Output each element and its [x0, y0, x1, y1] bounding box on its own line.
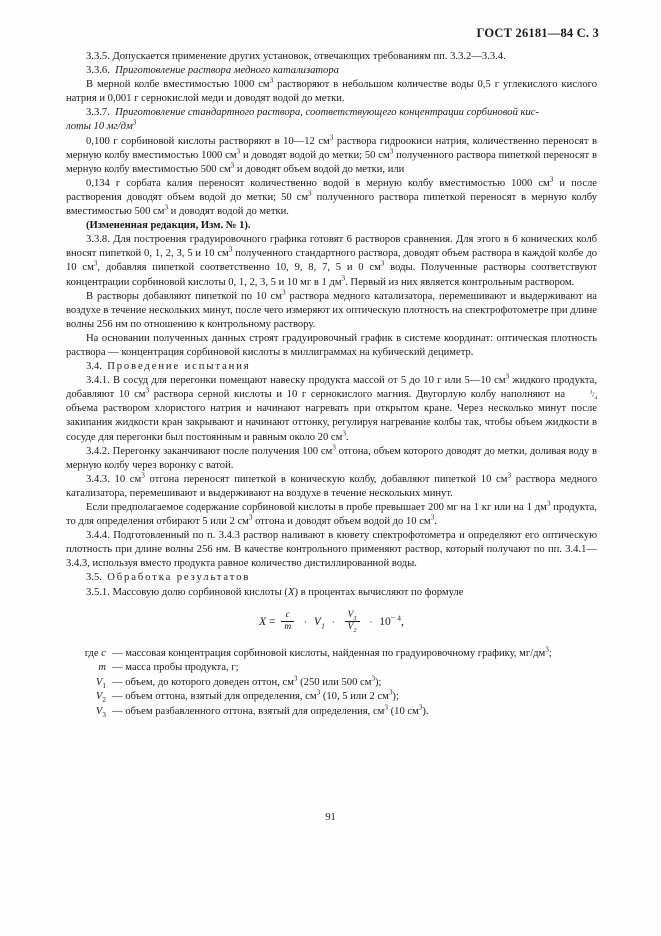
formula-v3	[345, 610, 360, 621]
definitions-list	[66, 647, 597, 720]
formula-v3-sub: 3	[353, 614, 357, 622]
clause-3-4-1	[66, 374, 597, 444]
clause-3-3-7-para-2	[66, 177, 597, 219]
s338-b: полученного стандартного раствора, доводят объем раствора в каждой колбе до 10 см	[66, 248, 597, 274]
sup-cm3: 3	[380, 259, 385, 268]
s338-e: . Первый из них является контрольным раствором.	[345, 276, 575, 288]
formula-base-10: 10	[379, 615, 391, 628]
s343-p2-b: продукта, то для определения отбирают 5 или 2 см	[66, 502, 597, 528]
sup-cm3: 3	[230, 161, 235, 170]
definition-v2-sub: 2	[102, 696, 106, 705]
s343-a: 3.4.3. 10 см	[86, 473, 142, 485]
formula-fraction-c-over-m	[281, 610, 294, 633]
sup-cm3: 3	[549, 175, 554, 184]
sup-cm3: 3	[93, 259, 98, 268]
clause-3-3-7-title-b: лоты 10 мг/дм	[66, 121, 133, 133]
sup-dm3: 3	[546, 499, 551, 508]
formula-v1-sub: 1	[320, 621, 325, 631]
amendment-note-text: (Измененная редакция, Изм. № 1).	[86, 220, 251, 232]
clause-3-3-6-body-a: В мерной колбе вместимостью 1000 см	[86, 79, 270, 91]
clause-3-3-5	[66, 50, 597, 64]
clause-3-3-8-para-3	[66, 332, 597, 360]
s343-p2-c: отгона и доводят объем водой до 10 см	[252, 516, 431, 528]
s351-var: X	[287, 586, 295, 598]
s351-b: ) в процентах вычисляют по формуле	[294, 586, 464, 598]
sup-cm3: 3	[228, 245, 233, 254]
formula-v3-letter: V	[347, 609, 354, 620]
s342-b: отгона, объем которого доводят до метки, доливая воду в мерную колбу через воронку с ватой.	[66, 445, 598, 471]
definition-v1-text-c: );	[375, 676, 382, 688]
s343-p2-a: Если предполагаемое содержание сорбиновой кислоты в пробе превышает 200 мг на 1 кг или на 1 дм	[86, 502, 547, 513]
clause-3-5-1	[66, 586, 597, 600]
p1-b: раствора гидроокиси натрия, количественно переносят в мерную колбу вместимостью 1000 см	[66, 135, 597, 161]
definition-m	[66, 661, 597, 676]
clause-3-4-3-para-2	[66, 501, 597, 529]
definition-v1-letter: V	[95, 676, 103, 688]
definition-v1-dash: —	[112, 676, 123, 688]
sup-cm3: 3	[388, 688, 393, 697]
clause-3-4-2	[66, 445, 597, 473]
formula-v2-letter: V	[347, 621, 354, 632]
p1-c: и доводят водой до метки; 50 см	[240, 149, 390, 161]
s338-p2-a: В растворы добавляют пипеткой по 10 см	[86, 290, 282, 302]
formula-equals: =	[269, 615, 276, 628]
definition-c-dash: —	[112, 647, 123, 659]
sup-dm3: 3	[132, 118, 137, 127]
sup-cm3: 3	[293, 674, 298, 683]
definition-v3-text: объем разбавленного оттона, взятый для определения, см	[125, 706, 385, 718]
fraction-three-quarters: $^3/_4$	[589, 389, 597, 402]
formula-dot-3: ·	[369, 616, 373, 627]
clause-3-3-8-para-2	[66, 290, 597, 332]
definition-c	[66, 647, 597, 662]
clause-3-3-7-title-a: Приготовление стандартного раствора, соответствующего концентрации сорбиновой кис-	[115, 107, 540, 119]
clause-3-3-5-text: 3.3.5. Допускается применение других установок, отвечающих требованиям пп. 3.3.2—3.3.4.	[86, 51, 506, 62]
fraction-numerator: 3	[589, 389, 593, 396]
definition-v2-dash: —	[112, 691, 123, 703]
clause-3-3-8	[66, 233, 597, 289]
definition-v2-text-c: );	[392, 691, 399, 703]
definitions-intro: где	[84, 647, 99, 659]
definition-v2-text: объем оттона, взятый для определения, см	[125, 691, 317, 703]
clause-3-3-6-body	[66, 78, 597, 106]
clause-3-4-3	[66, 473, 597, 501]
definition-v3-dash: —	[112, 706, 123, 718]
formula-fraction-v3-over-v2	[345, 610, 360, 633]
s341-c: раствора серной кислоты и 10 г сернокислого магния. Двугорлую колбу наполняют на	[149, 389, 570, 401]
formula-exponent: − 4	[390, 612, 402, 622]
p2-c: полученного раствора пипеткой переносят в мерную колбу вместимостью 500 см	[66, 191, 597, 218]
definition-m-dash: —	[112, 662, 123, 674]
p2-b: и после растворения доводят объем водой до метки; 50 см	[66, 177, 598, 203]
clause-3-3-6-title: Приготовление раствора медного катализатора	[115, 65, 339, 77]
sup-cm3: 3	[342, 429, 346, 437]
sup-cm3: 3	[308, 189, 312, 198]
p1-e: и доводят объем водой до метки, или	[234, 163, 405, 175]
page-number: 91	[325, 812, 336, 823]
s338-p2-b: раствора медного катализатора, перемешивают и выдерживают на воздухе в течение нескольких минут, после чего измеряют их оптическую плотность на спектрофотометре при длине волны 256 нм по отношению к контрольному раствору.	[66, 290, 597, 330]
formula-dot-1: ·	[304, 616, 308, 627]
definition-v2-letter: V	[95, 691, 103, 703]
definition-v3	[66, 705, 597, 720]
clause-3-3-6-heading	[66, 64, 597, 78]
sup-cm3: 3	[418, 703, 423, 712]
definition-v2-text-b: (10, 5 или 2 см	[320, 691, 389, 703]
s341-e: .	[345, 431, 349, 443]
sup-cm3: 3	[316, 688, 321, 697]
sup-cm3: 3	[145, 386, 150, 395]
definition-v3-text-b: (10 см	[387, 706, 419, 718]
sup-cm3: 3	[329, 133, 334, 142]
definition-v3-sub: 3	[102, 711, 106, 720]
fraction-denominator: 4	[594, 395, 597, 402]
clause-3-3-7-heading	[66, 106, 597, 120]
definition-m-text: масса пробы продукта, г;	[125, 662, 239, 674]
formula-lhs: X	[259, 615, 267, 628]
s341-a: 3.4.1. В сосуд для перегонки помещают навеску продукта массой от 5 до 10 г или 5—10 см	[86, 375, 506, 387]
formula-v2-sub: 2	[353, 626, 357, 634]
sup-cm3: 3	[507, 471, 512, 480]
definition-c-text: массовая концентрация сорбиновой кислоты, найденная по градуировочному графику, мг/дм	[125, 647, 546, 659]
amendment-note	[66, 219, 597, 233]
sup-cm3: 3	[371, 674, 376, 683]
s342-a: 3.4.2. Перегонку заканчивают после получения 100 см	[86, 445, 333, 457]
definition-v3-letter: V	[95, 706, 103, 718]
clause-3-4-4	[66, 529, 597, 571]
definition-c-symbol	[66, 647, 106, 662]
s341-b: жидкого продукта, добавляют 10 см	[66, 375, 597, 401]
clause-3-4-title: Проведение испытания	[107, 361, 251, 373]
clause-3-3-7-number: 3.3.7.	[86, 107, 110, 119]
p1-a: 0,100 г сорбиновой кислоты растворяют в 10—12 см	[86, 135, 330, 147]
sup-cm3: 3	[248, 513, 253, 522]
sup-cm3: 3	[164, 203, 169, 212]
sup-dm3: 3	[545, 645, 549, 654]
formula-v2	[345, 621, 360, 633]
sup-cm3: 3	[430, 513, 435, 522]
clause-3-4-number: 3.4.	[86, 361, 102, 373]
definition-v2	[66, 690, 597, 705]
p2-a: 0,134 г сорбата калия переносят количественно водой в мерную колбу вместимостью 1000 см	[86, 177, 550, 189]
definition-v3-symbol	[66, 705, 106, 720]
definition-c-text-end: ;	[548, 647, 552, 659]
formula-v1	[313, 615, 325, 631]
clause-3-3-6-body-b: растворяют в небольшом количестве воды 0,5 г углекислого кислого натрия и 0,001 г сернокислой меди и доводят водой до метки.	[66, 79, 597, 105]
definition-m-symbol: m	[98, 662, 106, 674]
formula-c: c	[285, 609, 290, 620]
s343-p2-d: .	[434, 516, 437, 528]
sup-cm3: 3	[236, 147, 241, 156]
sup-cm3: 3	[384, 703, 388, 712]
clause-3-3-6-number: 3.3.6.	[86, 65, 110, 77]
s338-a: 3.3.8. Для построения градуировочного графика готовят 6 растворов сравнения. Для этого в 6 конических колб вносят пипеткой 0, 1, 2, 3, 5 и 10 см	[66, 234, 597, 260]
sup-cm3: 3	[269, 76, 274, 85]
definition-v1	[66, 676, 597, 691]
s343-b: отгона переносят пипеткой в коническую колбу, добавляют пипеткой 10 см	[144, 473, 508, 485]
definition-v2-symbol	[66, 690, 106, 705]
definition-c-letter: c	[101, 647, 106, 659]
clause-3-5-title: Обработка результатов	[107, 572, 251, 584]
s344-text: 3.4.4. Подготовленный по п. 3.4.3 раствор наливают в кювету спектрофотометра и определяют его оптическую плотность при длине волны 256 нм. В качестве контрольного применяют раствор, который получают по пп. 3.4.1—3.4.3, используя вместо продукта равное количество дистиллированной воды.	[66, 530, 597, 570]
definition-v1-text-b: (250 или 500 см	[297, 676, 372, 688]
s338-d: воды. Полученные растворы соответствуют концентрации сорбиновой кислоты 0, 1, 2, 3, 5 и 10 мг в 1 дм	[66, 262, 597, 288]
formula-comma: ,	[401, 615, 404, 628]
s341-d: объема раствором хлористого натрия и начинают нагревать при открытом кране. Через несколько минут после закипания жидкости кран закрывают и начинают оттонку, регулируя нагревание колбы так, чтобы объем жидкости в сосуде для перегонки был постоянным и равным около 20 см	[66, 403, 597, 443]
formula-m: m	[281, 621, 294, 633]
clause-3-4-heading	[66, 360, 597, 374]
sup-dm3: 3	[341, 273, 346, 282]
sup-cm3: 3	[332, 443, 336, 452]
clause-3-3-7-para-1	[66, 135, 597, 177]
formula-mass-fraction	[66, 611, 597, 634]
page-header-standard-number: ГОСТ 26181—84 С. 3	[476, 26, 599, 40]
s338-c: , добавляя пипеткой соответственно 10, 9, 8, 7, 5 и 0 см	[97, 262, 381, 274]
sup-cm3: 3	[281, 288, 286, 297]
definition-v1-symbol	[66, 676, 106, 691]
sup-cm3: 3	[505, 372, 510, 381]
s343-c: раствора медного катализатора, перемешивают и выдерживают на воздухе в течение нескольких минут.	[66, 473, 597, 499]
sup-cm3: 3	[389, 147, 394, 156]
clause-3-5-number: 3.5.	[86, 572, 102, 584]
sup-cm3: 3	[141, 471, 145, 480]
formula-dot-2: ·	[331, 616, 335, 627]
document-body	[66, 50, 597, 720]
s338-p3: На основании полученных данных строят градуировочный график в системе координат: оптическая плотность раствора — концентрация сорбиновой кислоты в миллиграммах на кубический дециметр.	[66, 332, 597, 358]
s351-a: 3.5.1. Массовую долю сорбиновой кислоты (	[86, 586, 288, 598]
clause-3-5-heading	[66, 571, 597, 585]
definition-v1-sub: 1	[102, 681, 106, 690]
definition-v3-text-c: ).	[422, 706, 429, 718]
p2-d: и доводят водой до метки.	[168, 206, 289, 218]
p1-d: полученного раствора пипеткой переносят в мерную колбу вместимостью 500 см	[66, 149, 597, 175]
formula-v1-letter: V	[313, 615, 321, 628]
definition-v1-text: объем, до которого доведен оттон, см	[125, 676, 294, 688]
